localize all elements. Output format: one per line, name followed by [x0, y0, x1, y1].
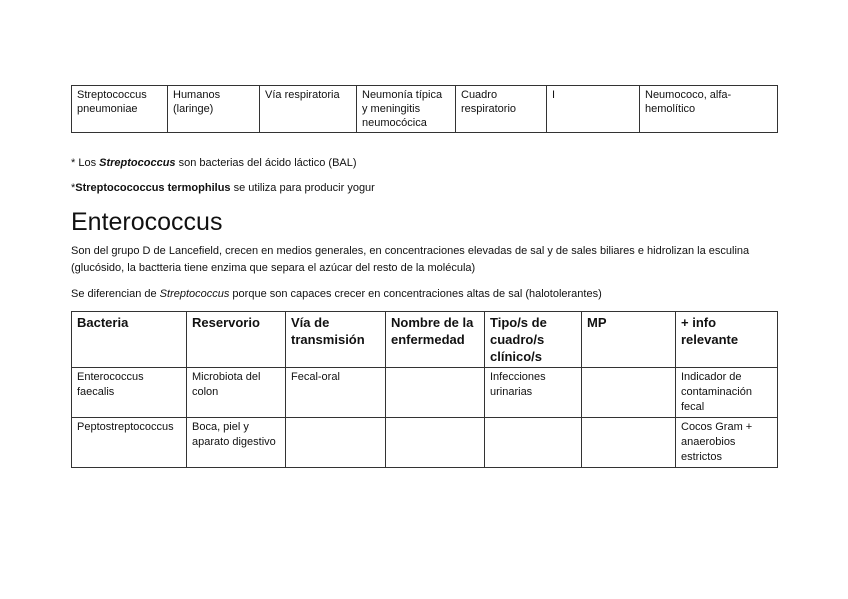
- table-cell: Microbiota del colon: [187, 368, 286, 418]
- column-header: MP: [582, 312, 676, 368]
- table-cell: Streptococcus pneumoniae: [72, 86, 168, 133]
- para-emphasis: Streptococcus: [159, 288, 230, 300]
- table-cell: Cuadro respiratorio: [456, 86, 547, 133]
- footnote-bal: [71, 156, 357, 170]
- note-text: se utiliza para producir yogur: [230, 182, 375, 194]
- table-header-row: [72, 312, 778, 368]
- table-cell: [485, 418, 582, 468]
- table-cell: [386, 368, 485, 418]
- table-cell: [286, 418, 386, 468]
- column-header: Reservorio: [187, 312, 286, 368]
- table-cell: I: [547, 86, 640, 133]
- table-cell: Humanos (laringe): [168, 86, 260, 133]
- column-header: + info relevante: [676, 312, 778, 368]
- column-header: Vía de transmisión: [286, 312, 386, 368]
- note-text: son bacterias del ácido láctico (BAL): [175, 157, 357, 169]
- table-cell: Boca, piel y aparato digestivo: [187, 418, 286, 468]
- column-header: Nombre de la enfermedad: [386, 312, 485, 368]
- table-cell: Vía respiratoria: [260, 86, 357, 133]
- column-header: Tipo/s de cuadro/s clínico/s: [485, 312, 582, 368]
- note-text: * Los: [71, 157, 100, 169]
- para-text: Se diferencian de: [71, 288, 160, 300]
- table-row: [72, 418, 778, 468]
- section-paragraph: [71, 286, 771, 303]
- table-cell: Infecciones urinarias: [485, 368, 582, 418]
- table-cell: Neumococo, alfa-hemolítico: [640, 86, 778, 133]
- footnote-termophilus: [71, 181, 375, 195]
- section-heading: Enterococcus: [71, 208, 223, 236]
- enterococcus-table: [71, 311, 778, 468]
- note-emphasis: Streptococcus: [99, 157, 176, 169]
- column-header: Bacteria: [72, 312, 187, 368]
- table-cell: Neumonía típica y meningitis neumocócica: [357, 86, 456, 133]
- table-cell: [386, 418, 485, 468]
- table-row: [72, 368, 778, 418]
- table-cell: Fecal-oral: [286, 368, 386, 418]
- table-cell: [582, 368, 676, 418]
- note-emphasis: Streptocococcus termophilus: [75, 182, 231, 194]
- table-cell: Indicador de contaminación fecal: [676, 368, 778, 418]
- table-cell: Cocos Gram + anaerobios estrictos: [676, 418, 778, 468]
- table-cell: Peptostreptococcus: [72, 418, 187, 468]
- section-paragraph: Son del grupo D de Lancefield, crecen en medios generales, en concentraciones elevadas de sal y de sales biliares e hidrolizan la esculina (glucósido, la bactteria tiene enzima que separa el azúcar del resto de la molécula): [71, 245, 750, 274]
- table-row: [72, 86, 778, 133]
- note-text: *: [71, 182, 76, 194]
- pathogen-table-continued: [71, 85, 778, 133]
- table-cell: Enterococcus faecalis: [72, 368, 187, 418]
- table-cell: [582, 418, 676, 468]
- para-text: porque son capaces crecer en concentraciones altas de sal (halotolerantes): [229, 288, 602, 300]
